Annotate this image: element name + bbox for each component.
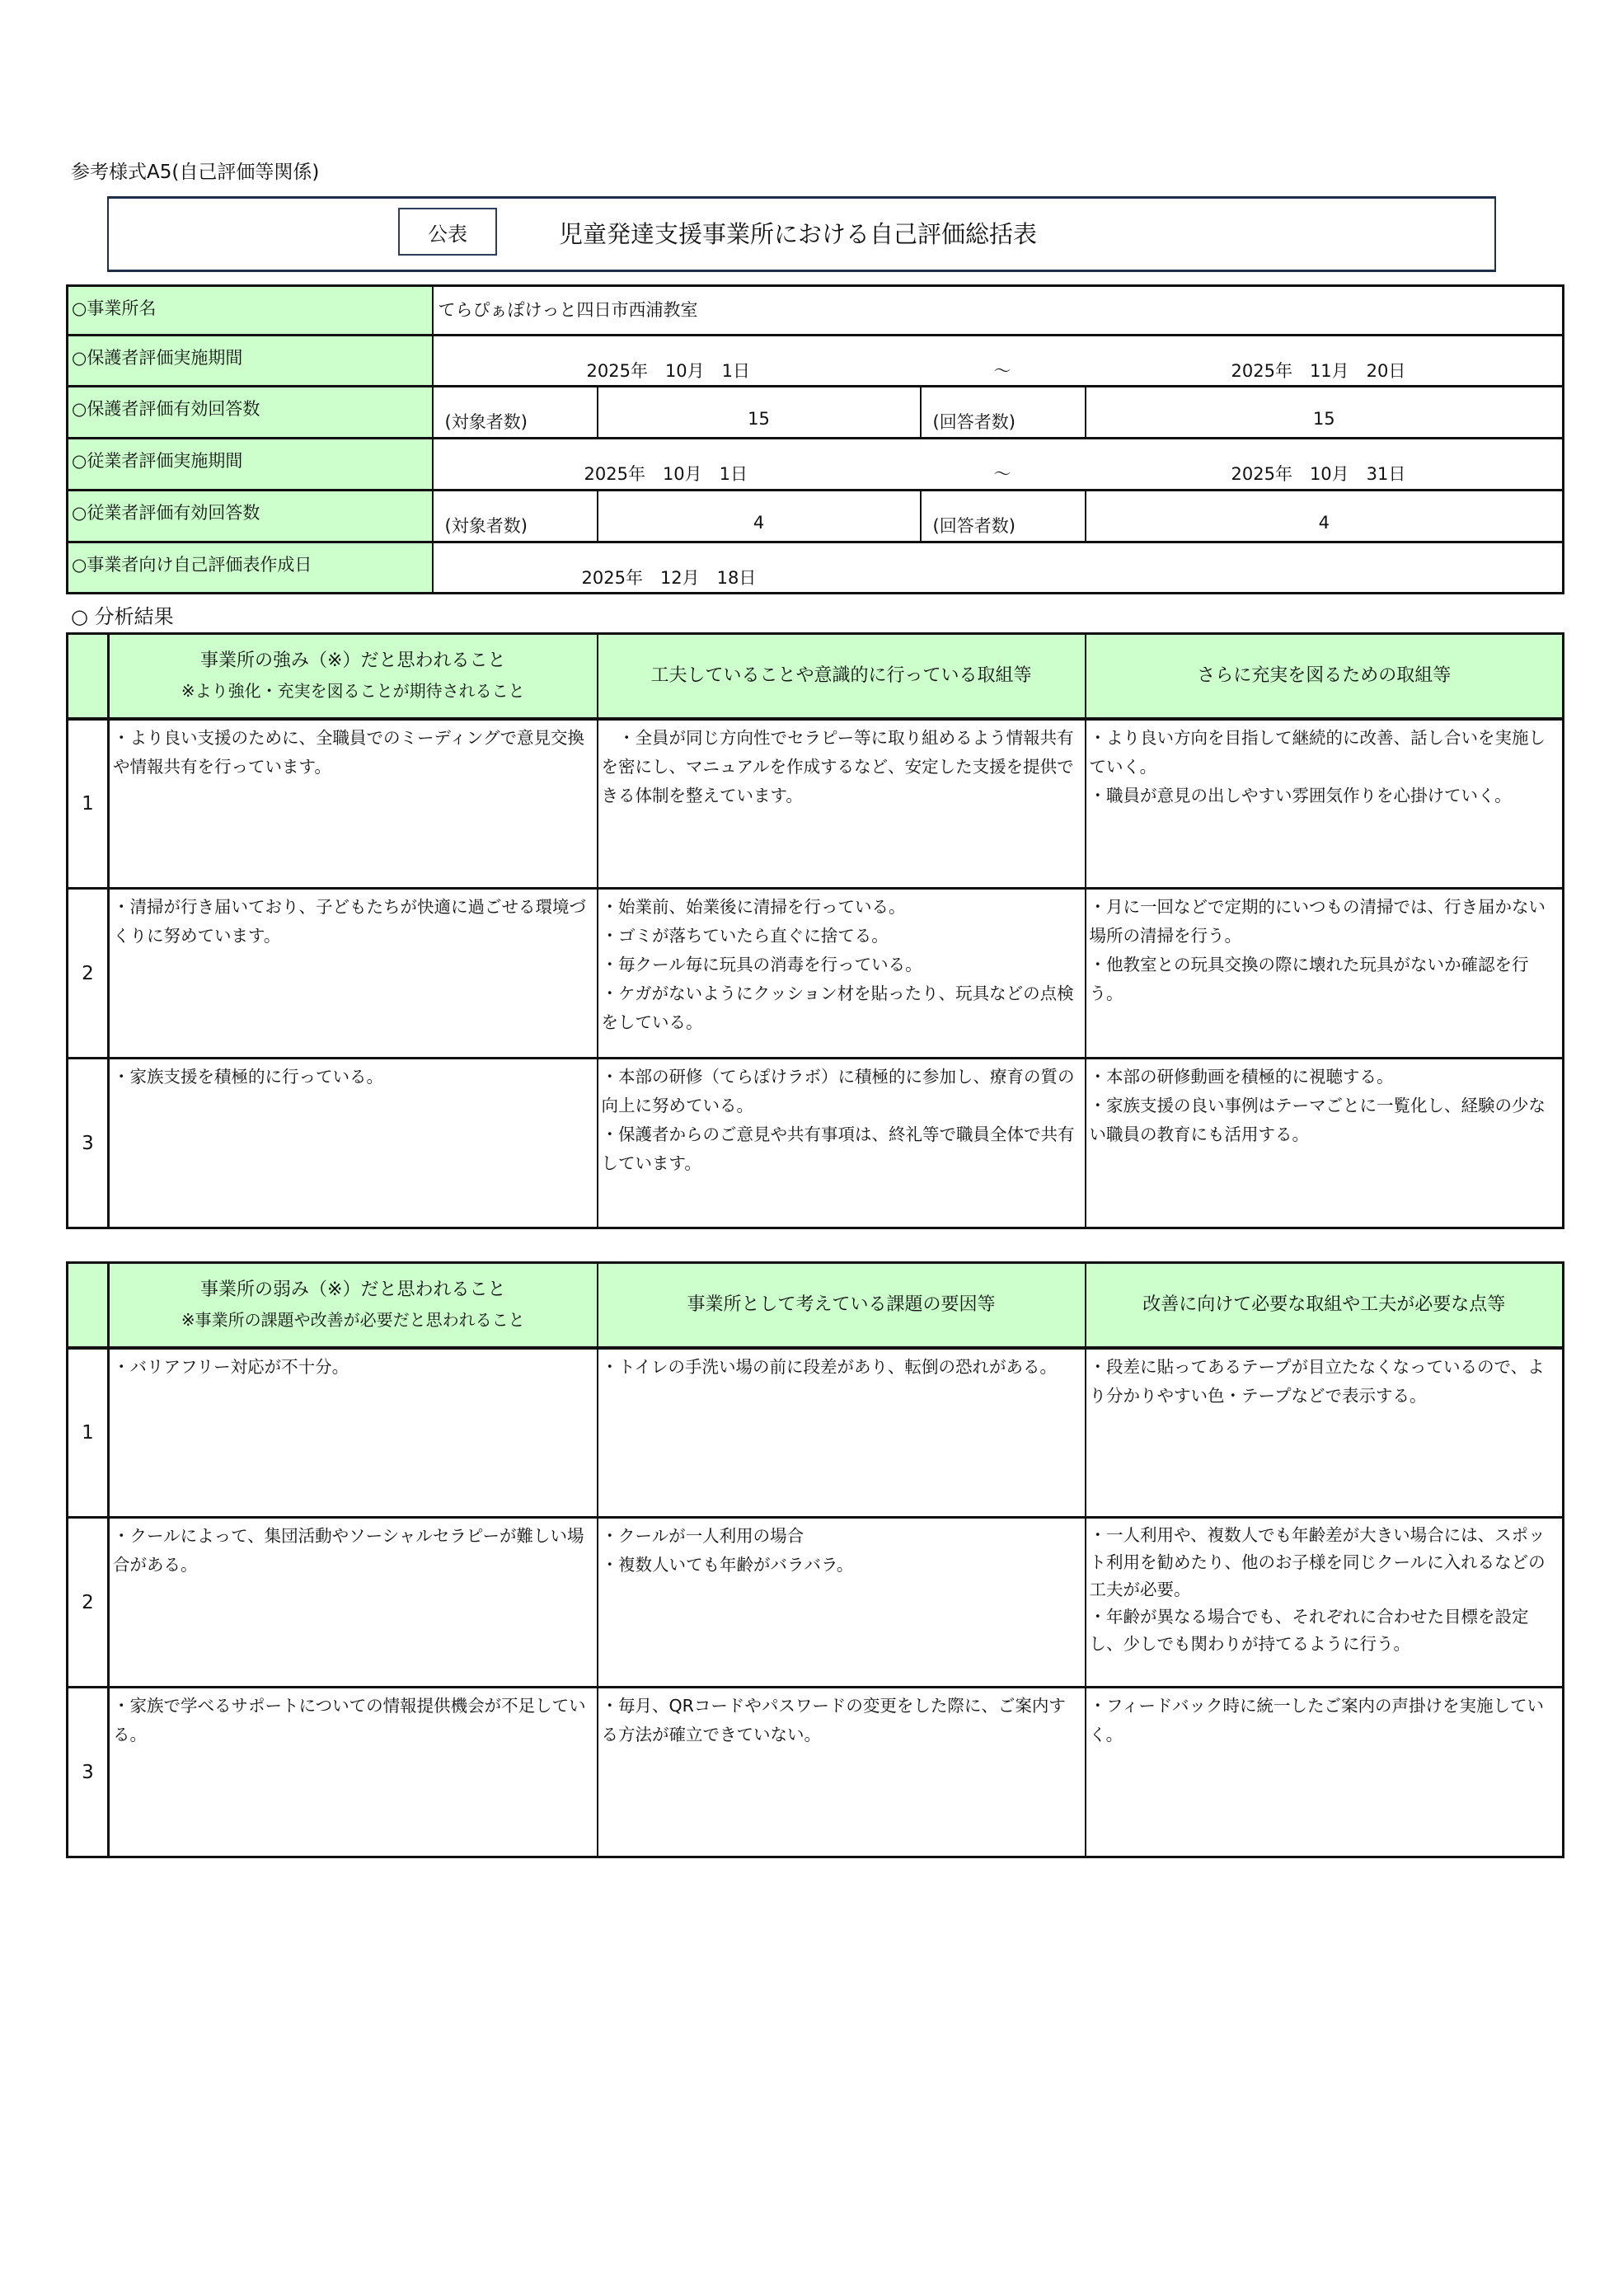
guardian-period-start: 2025年 10月 1日 bbox=[586, 361, 751, 381]
weaknesses-row bbox=[68, 1348, 1564, 1518]
staff-period-separator: ～ bbox=[993, 464, 1011, 484]
public-badge: 公表 bbox=[398, 208, 497, 256]
cell-line: ・ゴミが落ちていたら直ぐに捨てる。 bbox=[601, 926, 889, 946]
weaknesses-header-col1-line1: 事業所の弱み（※）だと思われること bbox=[200, 1279, 506, 1300]
cell-line: ・複数人いても年齢がバラバラ。 bbox=[601, 1555, 854, 1575]
effort-cell bbox=[598, 889, 1086, 1059]
weaknesses-header-col2: 事業所として考えている課題の要因等 bbox=[598, 1263, 1086, 1348]
analysis-section-label: ○ 分析結果 bbox=[71, 605, 174, 628]
strength-cell: ・より良い支援のために、全職員でのミーディングで意見交換や情報共有を行っています。 bbox=[109, 719, 598, 889]
info-table bbox=[66, 284, 1564, 594]
strengths-header-col2: 工夫していることや意識的に行っている取組等 bbox=[598, 634, 1086, 719]
cell-line: ・一人利用や、複数人でも年齢差が大きい場合には、スポット利用を勧めたり、他のお子様を同じクールに入れるなどの工夫が必要。 bbox=[1089, 1525, 1546, 1599]
cause-cell: ・毎月、QRコードやパスワードの変更をした際に、ご案内する方法が確立できていない。 bbox=[598, 1688, 1086, 1857]
weaknesses-row bbox=[68, 1518, 1564, 1688]
guardian-target-value: 15 bbox=[598, 387, 921, 439]
created-date-label: ○事業者向け自己評価表作成日 bbox=[68, 542, 433, 594]
info-row-created-date bbox=[68, 542, 1564, 594]
weaknesses-header-col3: 改善に向けて必要な取組や工夫が必要な点等 bbox=[1086, 1263, 1564, 1348]
weaknesses-header-col1-line2: ※事業所の課題や改善が必要だと思われること bbox=[181, 1309, 525, 1330]
enhancement-cell bbox=[1086, 1059, 1564, 1228]
row-number: 2 bbox=[68, 889, 109, 1059]
strengths-row bbox=[68, 1059, 1564, 1228]
staff-period-label: ○従業者評価実施期間 bbox=[68, 439, 433, 491]
guardian-period-end: 2025年 11月 20日 bbox=[1231, 361, 1406, 381]
guardian-respondent-value: 15 bbox=[1086, 387, 1564, 439]
cause-cell: ・トイレの手洗い場の前に段差があり、転倒の恐れがある。 bbox=[598, 1348, 1086, 1518]
enhancement-cell bbox=[1086, 889, 1564, 1059]
cell-line: ・より良い方向を目指して継続的に改善、話し合いを実施していく。 bbox=[1089, 727, 1546, 777]
guardian-period-label: ○保護者評価実施期間 bbox=[68, 336, 433, 387]
strengths-row bbox=[68, 889, 1564, 1059]
guardian-target-label: (対象者数) bbox=[433, 387, 598, 439]
cell-line: ・家族支援の良い事例はテーマごとに一覧化し、経験の少ない職員の教育にも活用する。 bbox=[1089, 1096, 1546, 1144]
row-number: 3 bbox=[68, 1688, 109, 1857]
improvement-cell bbox=[1086, 1518, 1564, 1688]
weakness-cell: ・クールによって、集団活動やソーシャルセラピーが難しい場合がある。 bbox=[109, 1518, 598, 1688]
weaknesses-header-col1 bbox=[109, 1263, 598, 1348]
cell-line: ・本部の研修（てらぽけラボ）に積極的に参加し、療育の質の向上に努めている。 bbox=[601, 1067, 1075, 1115]
cell-line: ・保護者からのご意見や共有事項は、終礼等で職員全体で共有しています。 bbox=[601, 1125, 1075, 1173]
cell-line: ・始業前、始業後に清掃を行っている。 bbox=[601, 897, 906, 917]
weakness-cell: ・家族で学べるサポートについての情報提供機会が不足している。 bbox=[109, 1688, 598, 1857]
strengths-row bbox=[68, 719, 1564, 889]
improvement-cell: ・段差に貼ってあるテープが目立たなくなっているので、より分かりやすい色・テープなどで表示する。 bbox=[1086, 1348, 1564, 1518]
guardian-respondent-label: (回答者数) bbox=[921, 387, 1086, 439]
staff-target-label: (対象者数) bbox=[433, 491, 598, 542]
staff-respondent-label: (回答者数) bbox=[921, 491, 1086, 542]
staff-respondent-value: 4 bbox=[1086, 491, 1564, 542]
weakness-cell: ・バリアフリー対応が不十分。 bbox=[109, 1348, 598, 1518]
row-number: 1 bbox=[68, 1348, 109, 1518]
staff-target-value: 4 bbox=[598, 491, 921, 542]
strength-cell: ・清掃が行き届いており、子どもたちが快適に過ごせる環境づくりに努めています。 bbox=[109, 889, 598, 1059]
cell-line: ・職員が意見の出しやすい雰囲気作りを心掛けていく。 bbox=[1089, 785, 1512, 805]
facility-name-label: ○事業所名 bbox=[68, 286, 433, 336]
created-date-value: 2025年 12月 18日 bbox=[581, 568, 757, 588]
info-row-staff-responses bbox=[68, 491, 1564, 542]
cell-line: ・ケガがないようにクッション材を貼ったり、玩具などの点検をしている。 bbox=[601, 984, 1074, 1032]
enhancement-cell bbox=[1086, 719, 1564, 889]
row-number: 1 bbox=[68, 719, 109, 889]
cell-line: ・他教室との玩具交換の際に壊れた玩具がないか確認を行う。 bbox=[1089, 955, 1529, 1003]
form-label: 参考様式A5(自己評価等関係) bbox=[71, 162, 320, 183]
effort-cell: ・全員が同じ方向性でセラピー等に取り組めるよう情報共有を密にし、マニュアルを作成するなど、安定した支援を提供できる体制を整えています。 bbox=[598, 719, 1086, 889]
strengths-table bbox=[66, 632, 1564, 1229]
strengths-header-col3: さらに充実を図るための取組等 bbox=[1086, 634, 1564, 719]
cell-line: ・本部の研修動画を積極的に視聴する。 bbox=[1089, 1067, 1394, 1087]
guardian-responses-label: ○保護者評価有効回答数 bbox=[68, 387, 433, 439]
guardian-period-separator: ～ bbox=[993, 361, 1011, 381]
improvement-cell: ・フィードバック時に統一したご案内の声掛けを実施していく。 bbox=[1086, 1688, 1564, 1857]
info-row-guardian-responses bbox=[68, 387, 1564, 439]
weaknesses-row bbox=[68, 1688, 1564, 1857]
info-row-staff-period bbox=[68, 439, 1564, 491]
effort-cell bbox=[598, 1059, 1086, 1228]
cell-line: ・クールが一人利用の場合 bbox=[601, 1526, 804, 1546]
staff-period-start: 2025年 10月 1日 bbox=[584, 464, 748, 484]
cell-line: ・年齢が異なる場合でも、それぞれに合わせた目標を設定し、少しでも関わりが持てるように行う。 bbox=[1089, 1607, 1529, 1654]
strengths-header-col1-line2: ※より強化・充実を図ることが期待されること bbox=[181, 680, 525, 701]
strengths-header-col1-line1: 事業所の強み（※）だと思われること bbox=[200, 650, 506, 671]
staff-period-end: 2025年 10月 31日 bbox=[1231, 464, 1406, 484]
strengths-header-row bbox=[68, 634, 1564, 719]
row-number: 2 bbox=[68, 1518, 109, 1688]
info-row-facility bbox=[68, 286, 1564, 336]
cause-cell bbox=[598, 1518, 1086, 1688]
weaknesses-header-row bbox=[68, 1263, 1564, 1348]
info-row-guardian-period bbox=[68, 336, 1564, 387]
row-number: 3 bbox=[68, 1059, 109, 1228]
strength-cell: ・家族支援を積極的に行っている。 bbox=[109, 1059, 598, 1228]
cell-line: ・毎クール毎に玩具の消毒を行っている。 bbox=[601, 955, 922, 974]
strengths-header-col1 bbox=[109, 634, 598, 719]
facility-name-value: てらぴぁぽけっと四日市西浦教室 bbox=[433, 286, 1564, 336]
cell-line: ・月に一回などで定期的にいつもの清掃では、行き届かない場所の清掃を行う。 bbox=[1089, 897, 1546, 946]
staff-responses-label: ○従業者評価有効回答数 bbox=[68, 491, 433, 542]
document-title: 児童発達支援事業所における自己評価総括表 bbox=[559, 220, 1038, 248]
weaknesses-table bbox=[66, 1261, 1564, 1858]
